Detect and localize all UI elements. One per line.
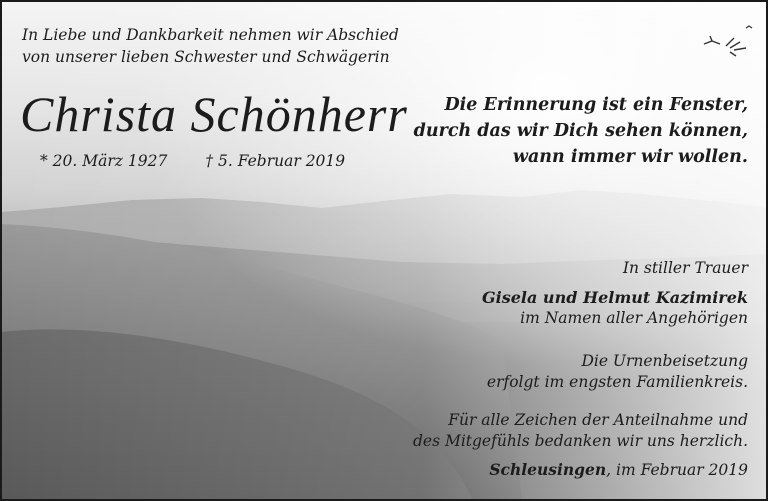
place-name: Schleusingen — [489, 460, 607, 479]
life-dates — [40, 152, 383, 170]
death-date: † 5. Februar 2019 — [205, 152, 346, 170]
mourners-heading: In stiller Trauer — [622, 259, 748, 277]
mourner-names: Gisela und Helmut Kazimirek — [481, 288, 748, 307]
quote-line-2: durch das wir Dich sehen können, — [413, 121, 748, 141]
quote-line-1: Die Erinnerung ist ein Fenster, — [444, 95, 748, 115]
date-text: , im Februar 2019 — [606, 461, 748, 479]
thanks-text — [413, 410, 748, 452]
quote-line-3: wann immer wir wollen. — [512, 147, 748, 167]
burial-line-2: erfolgt im engsten Familienkreis. — [486, 373, 748, 391]
birth-date: * 20. März 1927 — [40, 152, 168, 170]
burial-line-1: Die Urnenbeisetzung — [581, 352, 748, 370]
place-date — [489, 459, 748, 481]
thanks-line-1: Für alle Zeichen der Anteilnahme und — [448, 411, 748, 429]
mourners-block — [482, 258, 748, 329]
deceased-name: Christa Schönherr — [20, 86, 408, 142]
on-behalf-line: im Namen aller Angehörigen — [520, 309, 748, 327]
birds-icon — [702, 22, 754, 58]
burial-info — [487, 351, 748, 393]
intro-line-2: von unserer lieben Schwester und Schwägerin — [22, 48, 390, 66]
intro-text — [22, 24, 399, 68]
memorial-quote — [414, 92, 748, 170]
intro-line-1: In Liebe und Dankbarkeit nehmen wir Abschied — [22, 26, 399, 44]
thanks-line-2: des Mitgefühls bedanken wir uns herzlich. — [412, 432, 748, 450]
